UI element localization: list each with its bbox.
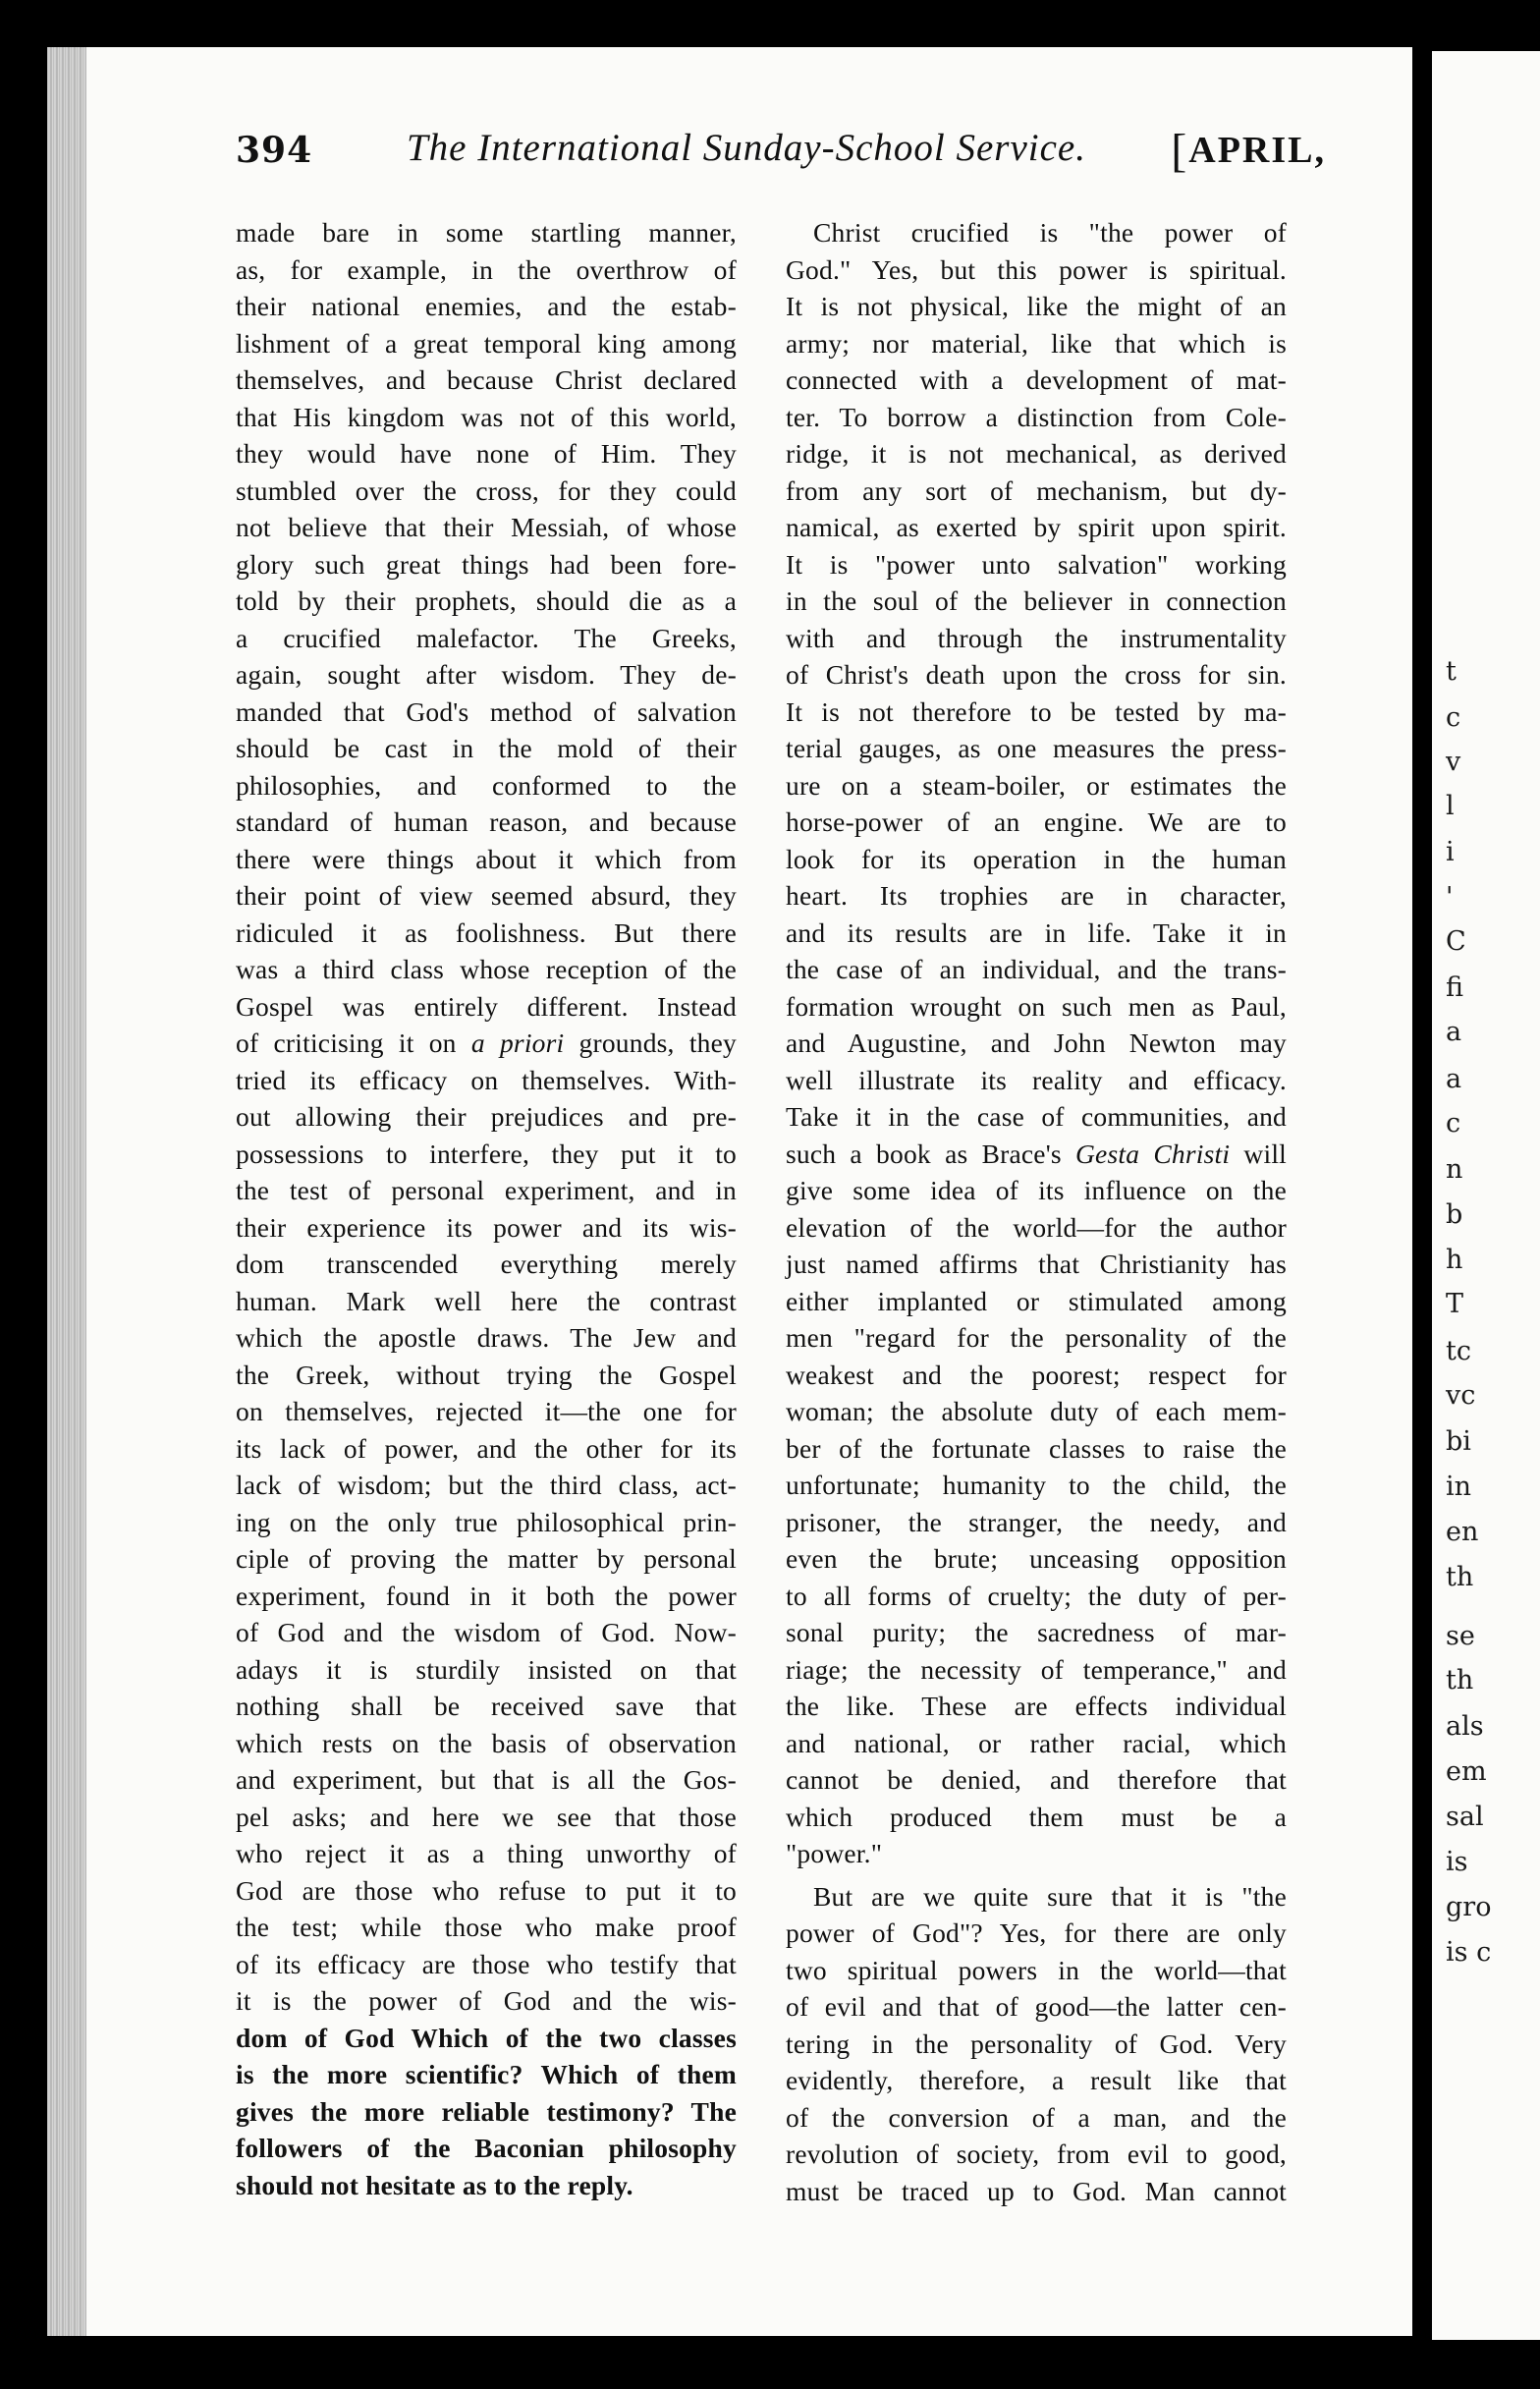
text-line: ciple of proving the matter by personal [236, 1543, 737, 1574]
text-line: in the soul of the believer in connection [786, 585, 1287, 616]
text-line: God." Yes, but this power is spiritual. [786, 253, 1287, 285]
text-line: ure on a steam-boiler, or estimates the [786, 769, 1287, 801]
page-header [167, 98, 1326, 177]
text-line: It is "power unto salvation" working [786, 548, 1287, 580]
text-line: namical, as exerted by spirit upon spirit. [786, 512, 1287, 542]
text-line: pel asks; and here we see that those [236, 1801, 737, 1832]
text-line: terial gauges, as one measures the press- [786, 733, 1287, 763]
facing-page-edge [1432, 51, 1540, 2340]
text-line: It is not therefore to be tested by ma- [786, 695, 1287, 727]
text-line: which the apostle draws. The Jew and [236, 1322, 737, 1353]
facing-page-fragment: c [1446, 1108, 1461, 1139]
facing-page-fragment: a [1446, 1064, 1462, 1094]
text-line: Take it in the case of communities, and [786, 1101, 1287, 1132]
facing-page-fragment: th [1446, 1665, 1474, 1695]
text-line: possessions to interfere, they put it to [236, 1138, 737, 1169]
text-line: themselves, and because Christ declared [236, 364, 737, 395]
text-line: nothing shall be received save that [236, 1691, 737, 1721]
text-line: just named affirms that Christianity has [786, 1249, 1287, 1279]
text-line: from any sort of mechanism, but dy- [786, 474, 1287, 506]
text-line: its lack of power, and the other for its [236, 1432, 737, 1464]
text-line: was a third class whose reception of the [236, 954, 737, 984]
text-line: look for its operation in the human [786, 843, 1287, 874]
text-line: lack of wisdom; but the third class, act- [236, 1470, 737, 1500]
facing-page-fragment: t [1446, 656, 1457, 687]
text-line: "power." [786, 1838, 883, 1868]
text-line: power of God"? Yes, for there are only [786, 1917, 1287, 1948]
text-line: a crucified malefactor. The Greeks, [236, 622, 737, 653]
facing-page-fragment: b [1446, 1199, 1463, 1230]
page-number: 394 [236, 130, 313, 171]
facing-page-fragment: gro [1446, 1892, 1492, 1922]
text-line: their experience its power and its wis- [236, 1211, 737, 1243]
binding-gutter [47, 47, 86, 2336]
facing-page-fragment: bi [1446, 1426, 1471, 1457]
text-line: there were things about it which from [236, 843, 737, 874]
text-line: adays it is sturdily insisted on that [236, 1653, 737, 1685]
text-line: of evil and that of good—the latter cen- [786, 1991, 1287, 2022]
facing-page-fragment: T [1446, 1289, 1464, 1319]
text-line: and Augustine, and John Newton may [786, 1028, 1287, 1058]
text-line: philosophies, and conformed to the [236, 769, 737, 801]
facing-page-fragment: a [1446, 1017, 1462, 1047]
facing-page-fragment: en [1446, 1517, 1479, 1547]
text-line: weakest and the poorest; respect for [786, 1359, 1287, 1390]
facing-page-fragment: c [1446, 702, 1461, 733]
facing-page-fragment: se [1446, 1621, 1475, 1651]
text-line: ing on the only true philosophical prin- [236, 1506, 737, 1537]
text-line: But are we quite sure that it is "the [813, 1880, 1287, 1912]
text-line: as, for example, in the overthrow of [236, 253, 737, 285]
text-line: made bare in some startling manner, [236, 217, 737, 248]
text-line: It is not physical, like the might of an [786, 291, 1287, 321]
text-line: tried its efficacy on themselves. With- [236, 1064, 737, 1095]
text-line: the like. These are effects individual [786, 1691, 1287, 1721]
text-line: which rests on the basis of observation [236, 1727, 737, 1758]
text-line: Christ crucified is "the power of [813, 217, 1287, 248]
text-line: their national enemies, and the estab- [236, 291, 737, 321]
running-title: The International Sunday-School Service. [406, 127, 1086, 169]
text-line: gives the more reliable testimony? The [236, 2095, 737, 2127]
facing-page-fragment: sal [1446, 1802, 1484, 1832]
text-line: the test of personal experiment, and in [236, 1175, 737, 1205]
text-line: and its results are in life. Take it in [786, 917, 1287, 948]
text-line: lishment of a great temporal king among [236, 327, 737, 359]
text-line: the case of an individual, and the trans- [786, 954, 1287, 984]
text-line: who reject it as a thing unworthy of [236, 1838, 737, 1868]
text-line: unfortunate; humanity to the child, the [786, 1470, 1287, 1500]
facing-page-fragment: l [1446, 791, 1455, 821]
text-line: army; nor material, like that which is [786, 327, 1287, 359]
text-line: must be traced up to God. Man cannot [786, 2175, 1287, 2206]
header-bracket: [ [1171, 125, 1189, 177]
text-line: prisoner, the stranger, the needy, and [786, 1506, 1287, 1537]
text-line: Gospel was entirely different. Instead [236, 990, 737, 1022]
text-line: evidently, therefore, a result like that [786, 2065, 1287, 2095]
facing-page-fragment: is [1446, 1847, 1468, 1877]
text-line: formation wrought on such men as Paul, [786, 990, 1287, 1022]
facing-page-fragment: ' [1446, 882, 1454, 913]
text-line: either implanted or stimulated among [786, 1285, 1287, 1316]
text-line: should not hesitate as to the reply. [236, 2169, 633, 2200]
text-line: heart. Its trophies are in character, [786, 880, 1287, 911]
text-line: glory such great things had been fore- [236, 548, 737, 580]
facing-page-fragment: vc [1446, 1380, 1476, 1411]
text-line: give some idea of its influence on the [786, 1175, 1287, 1205]
text-line: even the brute; unceasing opposition [786, 1543, 1287, 1574]
text-line: revolution of society, from evil to good, [786, 2139, 1287, 2169]
facing-page-fragment: n [1446, 1154, 1463, 1185]
text-line: and experiment, but that is all the Gos- [236, 1764, 737, 1795]
text-line: ridge, it is not mechanical, as derived [786, 438, 1287, 469]
text-line: experiment, found in it both the power [236, 1580, 737, 1611]
text-line: told by their prophets, should die as a [236, 585, 737, 616]
facing-page-fragment: tc [1446, 1336, 1471, 1366]
text-line: again, sought after wisdom. They de- [236, 659, 737, 690]
text-line: dom of God Which of the two classes [236, 2022, 737, 2053]
text-line: of its efficacy are those who testify that [236, 1948, 737, 1979]
facing-page-fragment: in [1446, 1472, 1472, 1502]
text-line: should be cast in the mold of their [236, 733, 737, 763]
text-line: that His kingdom was not of this world, [236, 401, 737, 432]
left-column [236, 214, 737, 2203]
text-line: not believe that their Messiah, of whose [236, 512, 737, 542]
text-line: riage; the necessity of temperance," and [786, 1653, 1287, 1685]
facing-page-fragment: em [1446, 1756, 1487, 1787]
facing-page-fragment: als [1446, 1711, 1484, 1742]
text-line: ridiculed it as foolishness. But there [236, 917, 737, 948]
text-line: which produced them must be a [786, 1801, 1287, 1832]
text-line: tering in the personality of God. Very [786, 2028, 1287, 2059]
facing-page-fragment: v [1446, 747, 1461, 777]
header-month-text: APRIL, [1188, 130, 1326, 171]
text-line: dom transcended everything merely [236, 1249, 737, 1279]
text-line: with and through the instrumentality [786, 622, 1287, 653]
text-line: to all forms of cruelty; the duty of per- [786, 1580, 1287, 1611]
facing-page-fragment: h [1446, 1245, 1463, 1275]
text-line: their point of view seemed absurd, they [236, 880, 737, 911]
facing-page-fragment: i [1446, 837, 1455, 867]
text-line: the test; while those who make proof [236, 1912, 737, 1942]
text-line: ber of the fortunate classes to raise the [786, 1432, 1287, 1464]
text-line: elevation of the world—for the author [786, 1211, 1287, 1243]
text-line: ter. To borrow a distinction from Cole- [786, 401, 1287, 432]
text-line: they would have none of Him. They [236, 438, 737, 469]
text-line: cannot be denied, and therefore that [786, 1764, 1287, 1795]
text-line: of criticising it on a priori grounds, they [236, 1028, 737, 1058]
text-line: stumbled over the cross, for they could [236, 474, 737, 506]
header-month [1171, 124, 1326, 178]
text-line: is the more scientific? Which of them [236, 2059, 737, 2089]
text-line: of the conversion of a man, and the [786, 2101, 1287, 2133]
facing-page-fragment: is c [1446, 1937, 1492, 1968]
text-line: of God and the wisdom of God. Now- [236, 1617, 737, 1647]
facing-page-fragment: fi [1446, 972, 1464, 1003]
text-line: and national, or rather racial, which [786, 1727, 1287, 1758]
text-line: of Christ's death upon the cross for sin. [786, 659, 1287, 690]
text-line: out allowing their prejudices and pre- [236, 1101, 737, 1132]
text-line: men "regard for the personality of the [786, 1322, 1287, 1353]
text-line: sonal purity; the sacredness of mar- [786, 1617, 1287, 1647]
text-line: human. Mark well here the contrast [236, 1285, 737, 1316]
text-line: on themselves, rejected it—the one for [236, 1396, 737, 1426]
text-line: two spiritual powers in the world—that [786, 1954, 1287, 1985]
text-line: woman; the absolute duty of each mem- [786, 1396, 1287, 1426]
right-column [786, 214, 1287, 2209]
text-line: horse-power of an engine. We are to [786, 806, 1287, 837]
text-line: standard of human reason, and because [236, 806, 737, 837]
text-line: such a book as Brace's Gesta Christi will [786, 1138, 1288, 1169]
text-line: well illustrate its reality and efficacy. [786, 1064, 1287, 1095]
text-line: the Greek, without trying the Gospel [236, 1359, 737, 1390]
facing-page-fragment: C [1446, 926, 1466, 957]
text-line: God are those who refuse to put it to [236, 1874, 737, 1906]
text-line: manded that God's method of salvation [236, 695, 737, 727]
text-line: followers of the Baconian philosophy [236, 2133, 737, 2163]
facing-page-fragment: th [1446, 1562, 1474, 1592]
text-line: it is the power of God and the wis- [236, 1985, 737, 2016]
text-line: connected with a development of mat- [786, 364, 1287, 395]
